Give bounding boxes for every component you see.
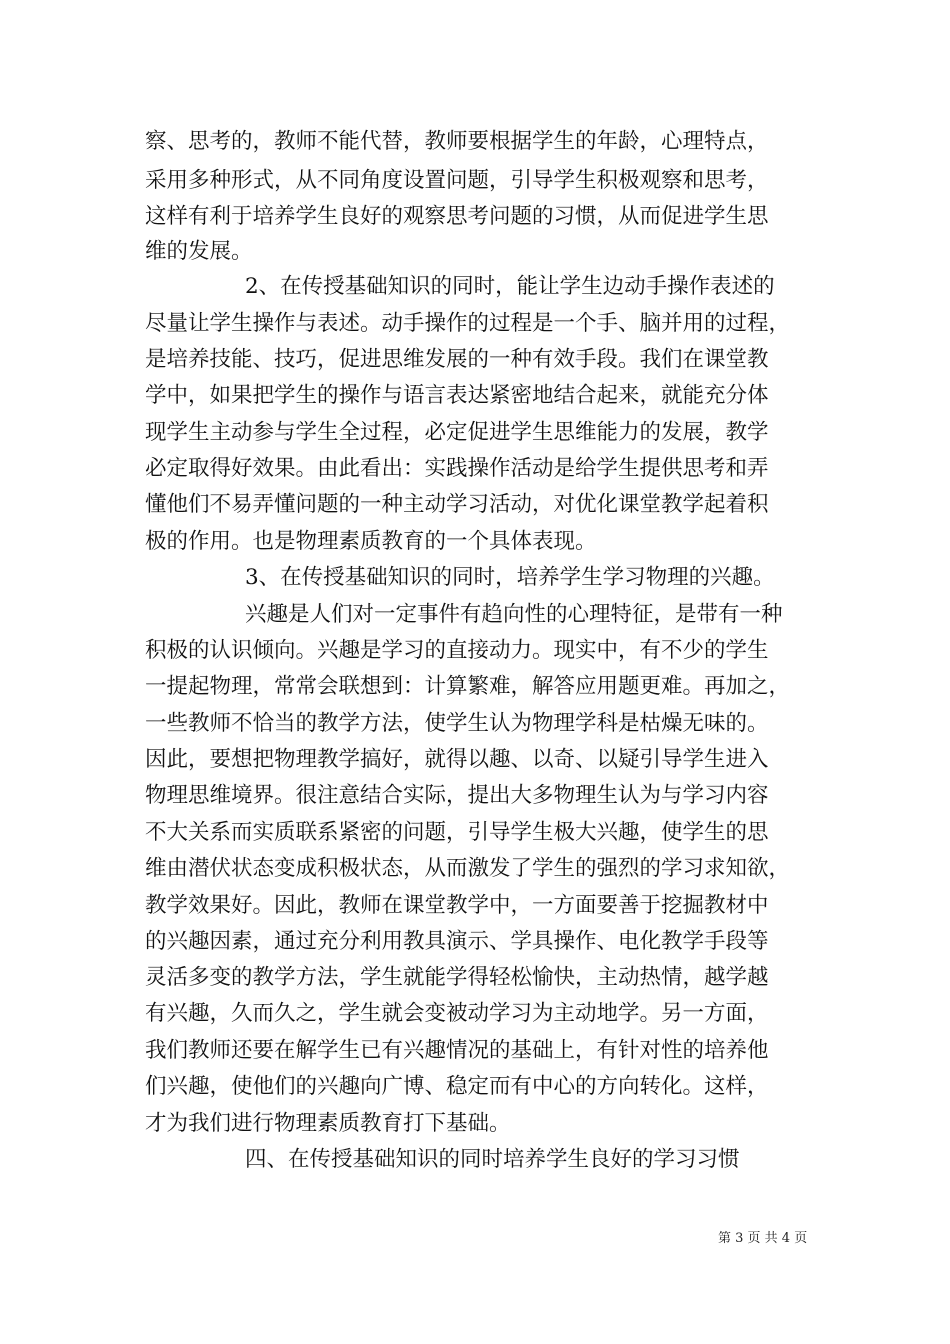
text-line: 不大关系而实质联系紧密的问题，引导学生极大兴趣，使学生的思: [145, 820, 769, 845]
section-heading: 四、在传授基础知识的同时培养学生良好的学习习惯: [245, 1147, 740, 1172]
text-line: 灵活多变的教学方法，学生就能学得轻松愉快，主动热情，越学越: [145, 965, 769, 990]
text-line: 学中，如果把学生的操作与语言表达紧密地结合起来，就能充分体: [145, 383, 769, 408]
text-line: 们兴趣，使他们的兴趣向广博、稳定而有中心的方向转化。这样，: [145, 1074, 769, 1099]
text-line: 必定取得好效果。由此看出：实践操作活动是给学生提供思考和弄: [145, 456, 769, 481]
text-line: 懂他们不易弄懂问题的一种主动学习活动，对优化课堂教学起着积: [145, 492, 769, 517]
text-line: 2、在传授基础知识的同时，能让学生边动手操作表述的: [245, 274, 775, 299]
text-line: 极的作用。也是物理素质教育的一个具体表现。: [145, 529, 597, 554]
text-line: 物理思维境界。很注意结合实际，提出大多物理生认为与学习内容: [145, 783, 769, 808]
text-line: 维的发展。: [145, 239, 253, 264]
text-line: 教学效果好。因此，教师在课堂教学中，一方面要善于挖掘教材中: [145, 893, 769, 918]
text-line: 兴趣是人们对一定事件有趋向性的心理特征，是带有一种: [245, 602, 783, 627]
text-line: 采用多种形式，从不同角度设置问题，引导学生积极观察和思考，: [145, 168, 769, 193]
text-line: 的兴趣因素，通过充分利用教具演示、学具操作、电化教学手段等: [145, 929, 769, 954]
text-line: 这样有利于培养学生良好的观察思考问题的习惯，从而促进学生思: [145, 204, 769, 229]
text-line: 我们教师还要在解学生已有兴趣情况的基础上，有针对性的培养他: [145, 1038, 769, 1063]
text-line: 一提起物理，常常会联想到：计算繁难，解答应用题更难。再加之，: [145, 674, 791, 699]
text-line: 有兴趣，久而久之，学生就会变被动学习为主动地学。另一方面，: [145, 1001, 769, 1026]
text-line: 积极的认识倾向。兴趣是学习的直接动力。现实中，有不少的学生: [145, 638, 769, 663]
text-line: 一些教师不恰当的教学方法，使学生认为物理学科是枯燥无味的。: [145, 711, 769, 736]
text-line: 3、在传授基础知识的同时，培养学生学习物理的兴趣。: [245, 565, 775, 590]
text-line: 尽量让学生操作与表述。动手操作的过程是一个手、脑并用的过程，: [145, 311, 791, 336]
text-line: 现学生主动参与学生全过程，必定促进学生思维能力的发展，教学: [145, 420, 769, 445]
text-line: 是培养技能、技巧，促进思维发展的一种有效手段。我们在课堂教: [145, 347, 769, 372]
text-line: 察、思考的，教师不能代替，教师要根据学生的年龄，心理特点，: [145, 129, 769, 154]
text-line: 才为我们进行物理素质教育打下基础。: [145, 1111, 511, 1136]
page-number: 第 3 页 共 4 页: [718, 1231, 808, 1246]
text-line: 维由潜伏状态变成积极状态，从而激发了学生的强烈的学习求知欲，: [145, 856, 791, 881]
text-line: 因此，要想把物理教学搞好，就得以趣、以奇、以疑引导学生进入: [145, 747, 769, 772]
